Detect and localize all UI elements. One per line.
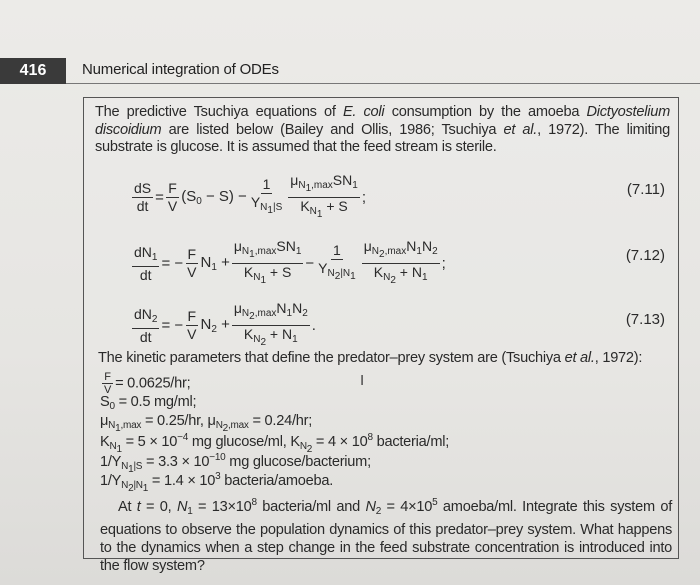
intro-text: are listed below (Bailey and Ollis, 1986; Tsuchiya bbox=[161, 121, 504, 138]
task-text: amoeba/ml. Integrate this system of equations to observe the population dynamics of this predator–prey system. What happens to the dynamics when a step change in the feed substrate concentration is introduced into the flow system? bbox=[100, 498, 673, 574]
intro-text: The predictive Tsuchiya equations of bbox=[95, 104, 343, 120]
equation-number: (7.12) bbox=[625, 247, 665, 264]
param-exponent: 3 bbox=[215, 471, 221, 482]
param-value: = 3.3 × 10 bbox=[146, 453, 210, 470]
page-number: 416 bbox=[0, 58, 66, 84]
citation-etal: et al. bbox=[503, 121, 538, 138]
param-unit: bacteria/ml; bbox=[372, 433, 450, 450]
param-k-values: $K_{N_1} = 5 \times 10^{-4}$ mg glucose/ml, $K_{N_2} = 4 \times 10^8$ bacteria/ml; bbox=[100, 432, 450, 455]
param-unit: mg glucose/bacterium; bbox=[225, 453, 371, 470]
equation-amoeba: $\frac{dN_2}{dt}$ = − $\frac{F}{V}$ $N_2$ + $\frac{\mu_{N_2,max}N_1N_2}{K_{N_2} + N_1}$ . bbox=[134, 300, 316, 348]
param-value: = 4 × 10 bbox=[315, 433, 368, 450]
lead-text: The kinetic parameters that define the predator–prey system are (Tsuchiya bbox=[98, 350, 565, 366]
organism-amoeba: Dictyostelium discoidium bbox=[95, 104, 670, 138]
param-value: = 0.24/hr; bbox=[252, 413, 313, 429]
param-value: = 1.4 × 10 bbox=[151, 472, 216, 489]
task-exponent: 8 bbox=[251, 497, 257, 508]
param-unit: bacteria/amoeba. bbox=[220, 472, 334, 489]
param-feed-rate: $\frac{F}{V}$ = 0.0625/hr; bbox=[104, 371, 191, 396]
parameters-lead bbox=[98, 350, 642, 366]
equation-number: (7.13) bbox=[625, 311, 665, 328]
running-title: Numerical integration of ODEs bbox=[82, 61, 279, 78]
task-text: = 4×10 bbox=[381, 498, 433, 515]
param-value: = 5 × 10 bbox=[125, 433, 178, 450]
task-text: = 13×10 bbox=[192, 498, 252, 515]
intro-text: , 1972). The limiting substrate is glucose. It is assumed that the feed stream is sterile. bbox=[95, 121, 670, 155]
equation-bacteria: $\frac{dN_1}{dt}$ = − $\frac{F}{V}$ $N_1$ + $\frac{\mu_{N_1,max}SN_1}{K_{N_1} + S}$ − $\frac{1}{Y_{N_2|N_1}}$ $\frac{\mu_{N_2,max}N_1N_2}{K_{N_2} + N_1}$ ; bbox=[134, 238, 446, 286]
citation-etal: et al. bbox=[564, 350, 595, 366]
task-text: At bbox=[118, 498, 137, 515]
header-rule bbox=[66, 83, 700, 84]
param-value: = 0.5 mg/ml; bbox=[118, 394, 197, 410]
param-mu-max: $\mu_{N_1,max} = 0.25/hr$, $\mu_{N_2,max} = 0.24/hr$; bbox=[100, 413, 313, 434]
param-value: = 0.25/hr, bbox=[144, 413, 204, 429]
param-exponent: −4 bbox=[177, 432, 189, 443]
param-s0: $S_0 = 0.5$ mg/ml; bbox=[100, 394, 197, 412]
param-exponent: −10 bbox=[209, 452, 226, 463]
param-yield-2: $1/Y_{N_2|N_1} = 1.4 \times 10^3$ bacteria/amoeba. bbox=[100, 471, 334, 494]
organism-ecoli: E. coli bbox=[342, 104, 385, 120]
task-text: = 0, bbox=[140, 498, 177, 515]
intro-text: consumption by the amoeba bbox=[384, 104, 587, 120]
param-unit: mg glucose/ml, bbox=[188, 433, 287, 450]
param-value: = 0.0625/hr; bbox=[115, 375, 191, 392]
equation-substrate: $\frac{dS}{dt}$ = $\frac{F}{V}$ $(S_0 - S)$ − $\frac{1}{Y_{N_1|S}}$ $\frac{\mu_{N_1,max}SN_1}{K_{N_1} + S}$ ; bbox=[134, 172, 366, 220]
lead-text: , 1972): bbox=[594, 350, 643, 366]
task-text: bacteria/ml and bbox=[256, 498, 366, 515]
equation-number: (7.11) bbox=[626, 181, 665, 198]
param-exponent: 8 bbox=[367, 432, 373, 443]
param-yield-1: $1/Y_{N_1|S} = 3.3 \times 10^{-10}$ mg glucose/bacterium; bbox=[100, 452, 371, 475]
task-exponent: 5 bbox=[432, 497, 438, 508]
problem-intro bbox=[95, 104, 670, 157]
problem-task: At t = 0, $N_1 = 13\times 10^8$ bacteria/ml and $N_2 = 4\times 10^5$ amoeba/ml. Integrate this system of equations to observe the population dynamics of this predator–prey system. What happens to the dynamics when a step change in the feed substrate concentration is introduced into the flow system? bbox=[100, 497, 673, 574]
text-cursor-icon: I bbox=[360, 372, 365, 389]
